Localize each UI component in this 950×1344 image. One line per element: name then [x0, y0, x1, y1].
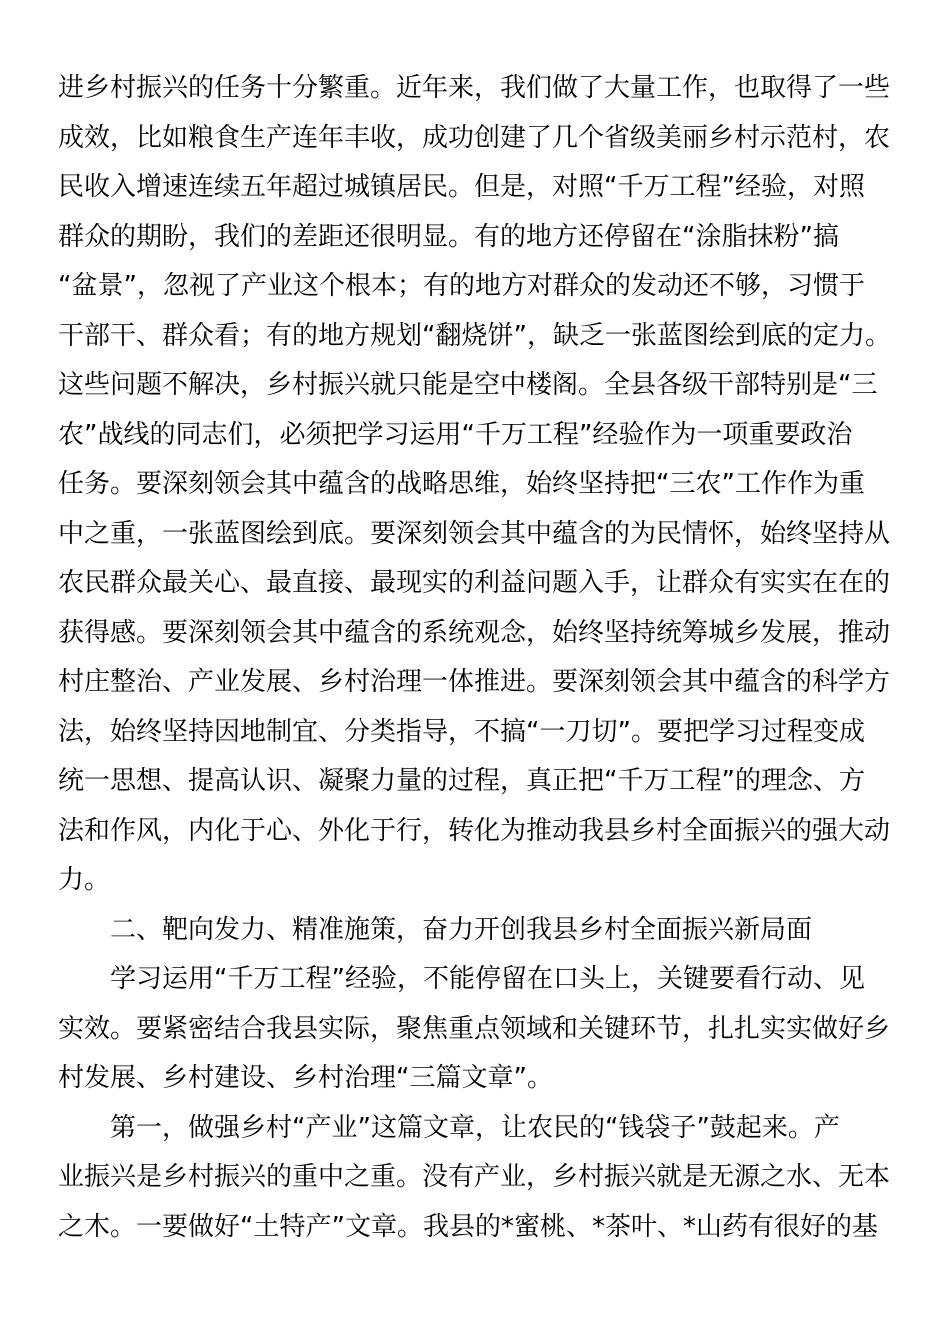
text-line: 之木。一要做好“土特产”文章。我县的*蜜桃、*茶叶、*山药有很好的基 — [58, 1211, 878, 1242]
text-line: 村庄整治、产业发展、乡村治理一体推进。要深刻领会其中蕴含的科学方 — [58, 667, 891, 697]
document-body — [58, 64, 892, 1252]
text-line: 村发展、乡村建设、乡村治理“三篇文章”。 — [58, 1063, 553, 1093]
text-line: 法和作风，内化于心、外化于行，转化为推动我县乡村全面振兴的强大动 — [58, 815, 891, 846]
text-line: 农民群众最关心、最直接、最现实的利益问题入手，让群众有实实在在的 — [58, 568, 891, 598]
text-line: “盆景”，忽视了产业这个根本；有的地方对群众的发动还不够，习惯于 — [58, 271, 865, 301]
text-line: 第一，做强乡村“产业”这篇文章，让农民的“钱袋子”鼓起来。产 — [110, 1112, 840, 1143]
text-line: 农”战线的同志们，必须把学习运用“千万工程”经验作为一项重要政治 — [58, 419, 853, 450]
text-line: 法，始终坚持因地制宜、分类指导，不搞“一刀切”。要把学习过程变成 — [58, 716, 865, 747]
text-line: 任务。要深刻领会其中蕴含的战略思维，始终坚持把“三农”工作作为重 — [58, 469, 865, 499]
text-line: 实效。要紧密结合我县实际，聚焦重点领域和关键环节，扎扎实实做好乡 — [58, 1013, 891, 1044]
text-line: 这些问题不解决，乡村振兴就只能是空中楼阁。全县各级干部特别是“三 — [58, 370, 878, 400]
text-line: 业振兴是乡村振兴的重中之重。没有产业，乡村振兴就是无源之水、无本 — [58, 1162, 891, 1192]
text-line: 进乡村振兴的任务十分繁重。近年来，我们做了大量工作，也取得了一些 — [58, 73, 891, 103]
text-line: 群众的期盼，我们的差距还很明显。有的地方还停留在“涂脂抹粉”搞 — [58, 221, 839, 252]
section-heading: 二、靶向发力、精准施策，奋力开创我县乡村全面振兴新局面 — [110, 914, 813, 945]
text-line: 中之重，一张蓝图绘到底。要深刻领会其中蕴含的为民情怀，始终坚持从 — [58, 518, 891, 549]
text-line: 成效，比如粮食生产连年丰收，成功创建了几个省级美丽乡村示范村，农 — [58, 122, 891, 153]
text-line: 干部干、群众看；有的地方规划“翻烧饼”，缺乏一张蓝图绘到底的定力。 — [58, 320, 891, 351]
text-line: 民收入增速连续五年超过城镇居民。但是，对照“千万工程”经验，对照 — [58, 172, 865, 202]
text-line: 学习运用“千万工程”经验，不能停留在口头上，关键要看行动、见 — [110, 964, 865, 994]
text-line: 获得感。要深刻领会其中蕴含的系统观念，始终坚持统筹城乡发展，推动 — [58, 617, 891, 648]
text-line: 力。 — [58, 865, 111, 895]
text-line: 统一思想、提高认识、凝聚力量的过程，真正把“千万工程”的理念、方 — [58, 766, 865, 796]
